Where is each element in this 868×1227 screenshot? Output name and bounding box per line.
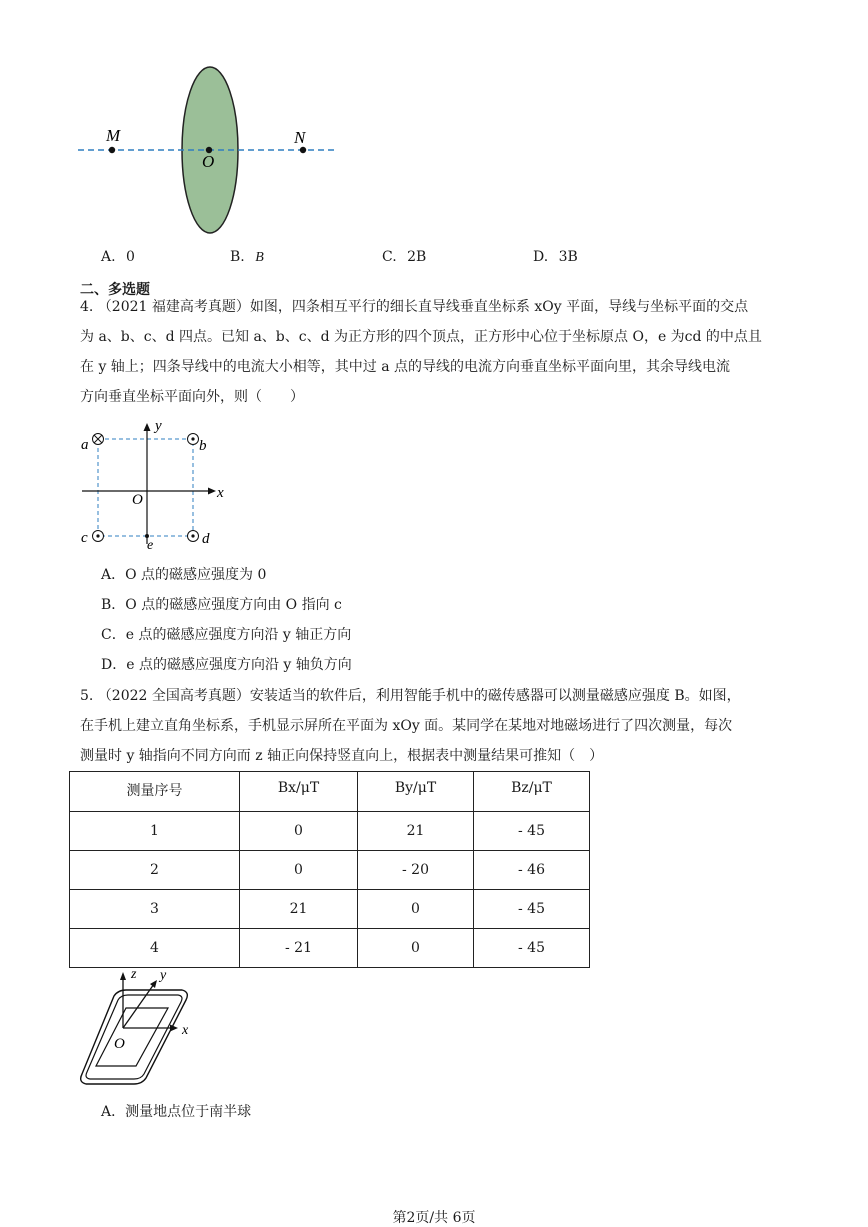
table-header-cell: 测量序号 xyxy=(70,772,240,812)
q4-label-x: x xyxy=(217,485,224,501)
q4-current-out-icon xyxy=(188,531,199,542)
table-header-cell: Bz/μT xyxy=(474,772,590,812)
q3-option-text: 0 xyxy=(126,249,135,265)
q5-z-arrow xyxy=(120,972,126,980)
section-title: 二、多选题 xyxy=(80,282,150,298)
q5-line: 在手机上建立直角坐标系，手机显示屏所在平面为 xOy 面。某同学在某地对地磁场进行了四次测量，每次 xyxy=(80,718,733,734)
q4-option-c: C．e 点的磁感应强度方向沿 y 轴正方向 xyxy=(101,627,352,643)
q5-x-arrow xyxy=(170,1025,178,1032)
q4-label-d: d xyxy=(202,531,210,547)
q4-label-b: b xyxy=(199,438,207,454)
q3-option-text: B xyxy=(255,250,264,265)
q3-option-text: 3B xyxy=(558,249,578,265)
q4-line: 为 a、b、c、d 四点。已知 a、b、c、d 为正方形的四个顶点，正方形中心位于坐标原点 O，e 为cd 的中点且 xyxy=(80,329,762,345)
table-cell: 21 xyxy=(240,890,358,929)
q5-y-arrow xyxy=(150,980,157,988)
table-cell: - 20 xyxy=(358,851,474,890)
q5-line: 5. （2022 全国高考真题）安装适当的软件后，利用智能手机中的磁传感器可以测量磁感应强度 B。如图， xyxy=(80,688,741,704)
table-row xyxy=(70,812,590,851)
q4-line: 方向垂直坐标平面向外，则（ ） xyxy=(80,389,304,405)
q4-option-b: B．O 点的磁感应强度方向由 O 指向 c xyxy=(101,597,342,613)
table-row xyxy=(70,929,590,968)
q3-option-text: 2B xyxy=(407,249,427,265)
table-cell: 1 xyxy=(70,812,240,851)
table-cell: 0 xyxy=(240,851,358,890)
q4-label-e: e xyxy=(147,538,154,553)
q4-y-arrow xyxy=(144,423,151,431)
q5-label-x: x xyxy=(182,1023,189,1038)
q4-stem xyxy=(80,292,800,412)
q4-square xyxy=(98,439,193,536)
q4-current-out-icon xyxy=(93,531,104,542)
q5-option-a: A．测量地点位于南半球 xyxy=(101,1104,252,1120)
q5-label-O: O xyxy=(114,1036,125,1052)
q4-label-c: c xyxy=(81,530,88,546)
table-cell: - 21 xyxy=(240,929,358,968)
q4-current-out-icon xyxy=(188,434,199,445)
q3-figure xyxy=(70,60,350,240)
table-header-cell: By/μT xyxy=(358,772,474,812)
table-cell: 21 xyxy=(358,812,474,851)
q3-label-O: O xyxy=(202,152,215,171)
table-cell: 2 xyxy=(70,851,240,890)
q5-label-z: z xyxy=(131,967,137,982)
table-header-cell: Bx/μT xyxy=(240,772,358,812)
table-header-row xyxy=(70,772,590,812)
q3-option-c xyxy=(382,249,426,265)
q3-option-letter: D. xyxy=(533,249,549,265)
q3-point-M xyxy=(109,147,115,153)
table-cell: - 45 xyxy=(474,929,590,968)
table-cell: 3 xyxy=(70,890,240,929)
q4-label-a: a xyxy=(81,437,89,453)
q3-option-letter: A. xyxy=(101,249,116,265)
q3-label-M: M xyxy=(106,126,121,145)
table-cell: 0 xyxy=(358,890,474,929)
page-footer: 第2页/共 6页 xyxy=(392,1210,476,1226)
table-cell: 0 xyxy=(240,812,358,851)
q3-option-letter: B. xyxy=(230,249,245,265)
table-cell: - 46 xyxy=(474,851,590,890)
q4-x-arrow xyxy=(208,488,216,495)
table-cell: - 45 xyxy=(474,812,590,851)
q4-option-a: A．O 点的磁感应强度为 0 xyxy=(101,567,267,583)
table-row xyxy=(70,890,590,929)
table-row xyxy=(70,851,590,890)
q4-current-into-icon xyxy=(93,434,104,445)
table-cell: 4 xyxy=(70,929,240,968)
q5-phone-outer xyxy=(81,990,188,1084)
q3-point-N xyxy=(300,147,306,153)
q4-line: 4. （2021 福建高考真题）如图，四条相互平行的细长直导线垂直坐标系 xOy 平面，导线与坐标平面的交点 xyxy=(80,299,749,315)
q4-option-d: D．e 点的磁感应强度方向沿 y 轴负方向 xyxy=(101,657,352,673)
q3-option-d xyxy=(533,249,578,265)
q5-measurement-table xyxy=(69,771,590,968)
q3-option-letter: C. xyxy=(382,249,397,265)
q4-figure xyxy=(76,414,236,554)
q5-stem xyxy=(80,681,800,771)
q3-option-b xyxy=(230,249,264,266)
q5-phone-figure xyxy=(74,966,204,1090)
q4-label-y: y xyxy=(155,418,162,434)
q5-line: 测量时 y 轴指向不同方向而 z 轴正向保持竖直向上，根据表中测量结果可推知（ ） xyxy=(80,748,604,764)
q3-label-N: N xyxy=(294,128,306,147)
q4-label-O: O xyxy=(132,492,143,508)
q3-option-a xyxy=(101,249,135,265)
q4-line: 在 y 轴上；四条导线中的电流大小相等，其中过 a 点的导线的电流方向垂直坐标平面向里，其余导线电流 xyxy=(80,359,731,375)
q5-label-y: y xyxy=(160,968,167,983)
table-cell: - 45 xyxy=(474,890,590,929)
table-cell: 0 xyxy=(358,929,474,968)
